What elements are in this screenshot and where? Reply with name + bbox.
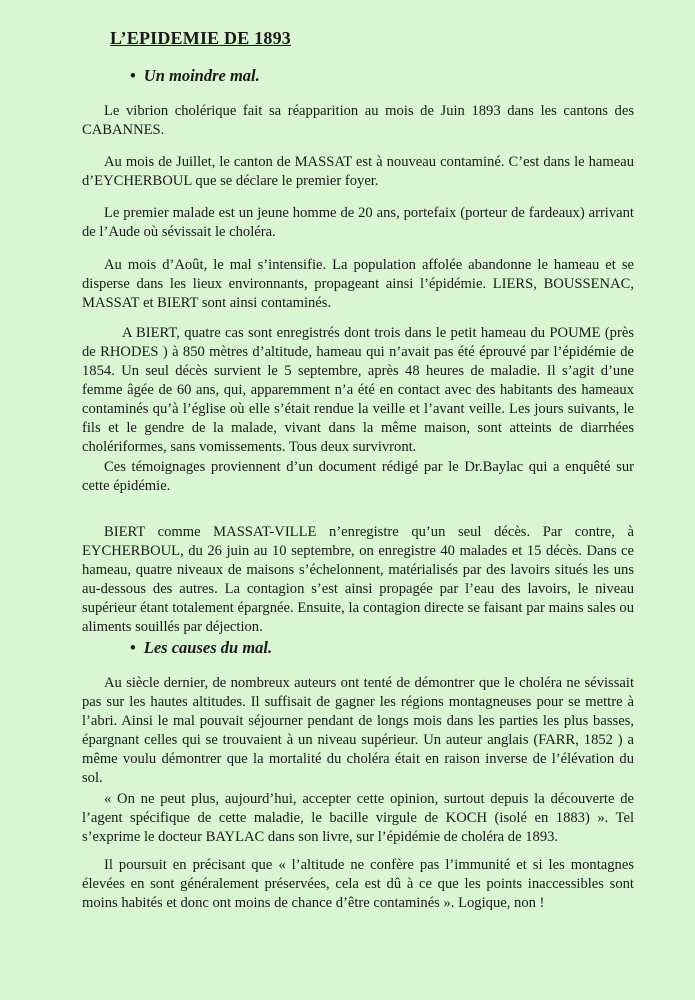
paragraph: Le premier malade est un jeune homme de 20 ans, portefaix (porteur de fardeaux) arrivant de l’Aude où sévissait le choléra.: [82, 205, 634, 240]
paragraph: Au mois de Juillet, le canton de MASSAT est à nouveau contaminé. C’est dans le hameau d’EYCHERBOUL que se déclare le premier foyer.: [82, 154, 634, 189]
paragraph: A BIERT, quatre cas sont enregistrés dont trois dans le petit hameau du POUME (près de RHODES ) à 850 mètres d’altitude, hameau qui n’avait pas été éprouvé par l’épidémie de 1854. Un seul décès survient le 5 septembre, après 48 heures de maladie. Il s’agit d’une femme âgée de 60 ans, qui, apparemment n’a été en contact avec des habitants des hameaux contaminés qu’à l’église où elle s’était rendue la veille et l’avant veille. Les jours suivants, le fils et le gendre de la malade, vivant dans la même maison, sont atteints de diarrhées cholériformes, sans vomissements. Tous deux survivront.: [82, 325, 634, 455]
bullet-icon: •: [130, 66, 136, 85]
paragraph: Ces témoignages proviennent d’un document rédigé par le Dr.Baylac qui a enquêté sur cette épidémie.: [82, 459, 634, 494]
bullet-icon: •: [130, 638, 136, 657]
paragraph: Le vibrion cholérique fait sa réapparition au mois de Juin 1893 dans les cantons des CABANNES.: [82, 103, 634, 138]
paragraph: « On ne peut plus, aujourd’hui, accepter cette opinion, surtout depuis la découverte de l’agent spécifique de cette maladie, le bacille virgule de KOCH (isolé en 1883) ». Tel s’exprime le docteur BAYLAC dans son livre, sur l’épidémie de choléra de 1893.: [82, 791, 634, 845]
paragraph: BIERT comme MASSAT-VILLE n’enregistre qu’un seul décès. Par contre, à EYCHERBOUL, du 26 juin au 10 septembre, on enregistre 40 malades et 15 décès. Dans ce hameau, quatre niveaux de maisons s’échelonnent, matérialisés par des lavoirs situés les uns au-dessous des autres. La contagion s’est ainsi propagée par l’eau des lavoirs, le niveau supérieur étant totalement épargnée. Ensuite, la contagion directe se faisant par mains sales ou aliments souillés par déjection.: [82, 524, 634, 635]
document-title: L’EPIDEMIE DE 1893: [110, 28, 291, 48]
section-heading-text: Les causes du mal.: [143, 638, 273, 657]
section-heading-text: Un moindre mal.: [143, 66, 260, 85]
section-heading-les-causes-du-mal: [130, 638, 272, 658]
paragraph: Il poursuit en précisant que « l’altitude ne confère pas l’immunité et si les montagnes élevées en sont généralement préservées, cela est dû à ce que les points inaccessibles sont moins habités et donc ont moins de chance d’être contaminés ». Logique, non !: [82, 857, 634, 911]
paragraph: Au mois d’Août, le mal s’intensifie. La population affolée abandonne le hameau et se disperse dans les lieux environnants, propageant ainsi l’épidémie. LIERS, BOUSSENAC, MASSAT et BIERT sont ainsi contaminés.: [82, 257, 634, 311]
paragraph: Au siècle dernier, de nombreux auteurs ont tenté de démontrer que le choléra ne sévissait pas sur les hautes altitudes. Il suffisait de gagner les régions montagneuses pour se mettre à l’abri. Ainsi le mal pouvait séjourner pendant de longs mois dans les parties les plus basses, épargnant celles qui se trouvaient à un niveau supérieur. Un auteur anglais (FARR, 1852 ) a même voulu démontrer que la mortalité du choléra était en raison inverse de l’élévation du sol.: [82, 675, 634, 786]
section-heading-un-moindre-mal: [130, 66, 260, 86]
